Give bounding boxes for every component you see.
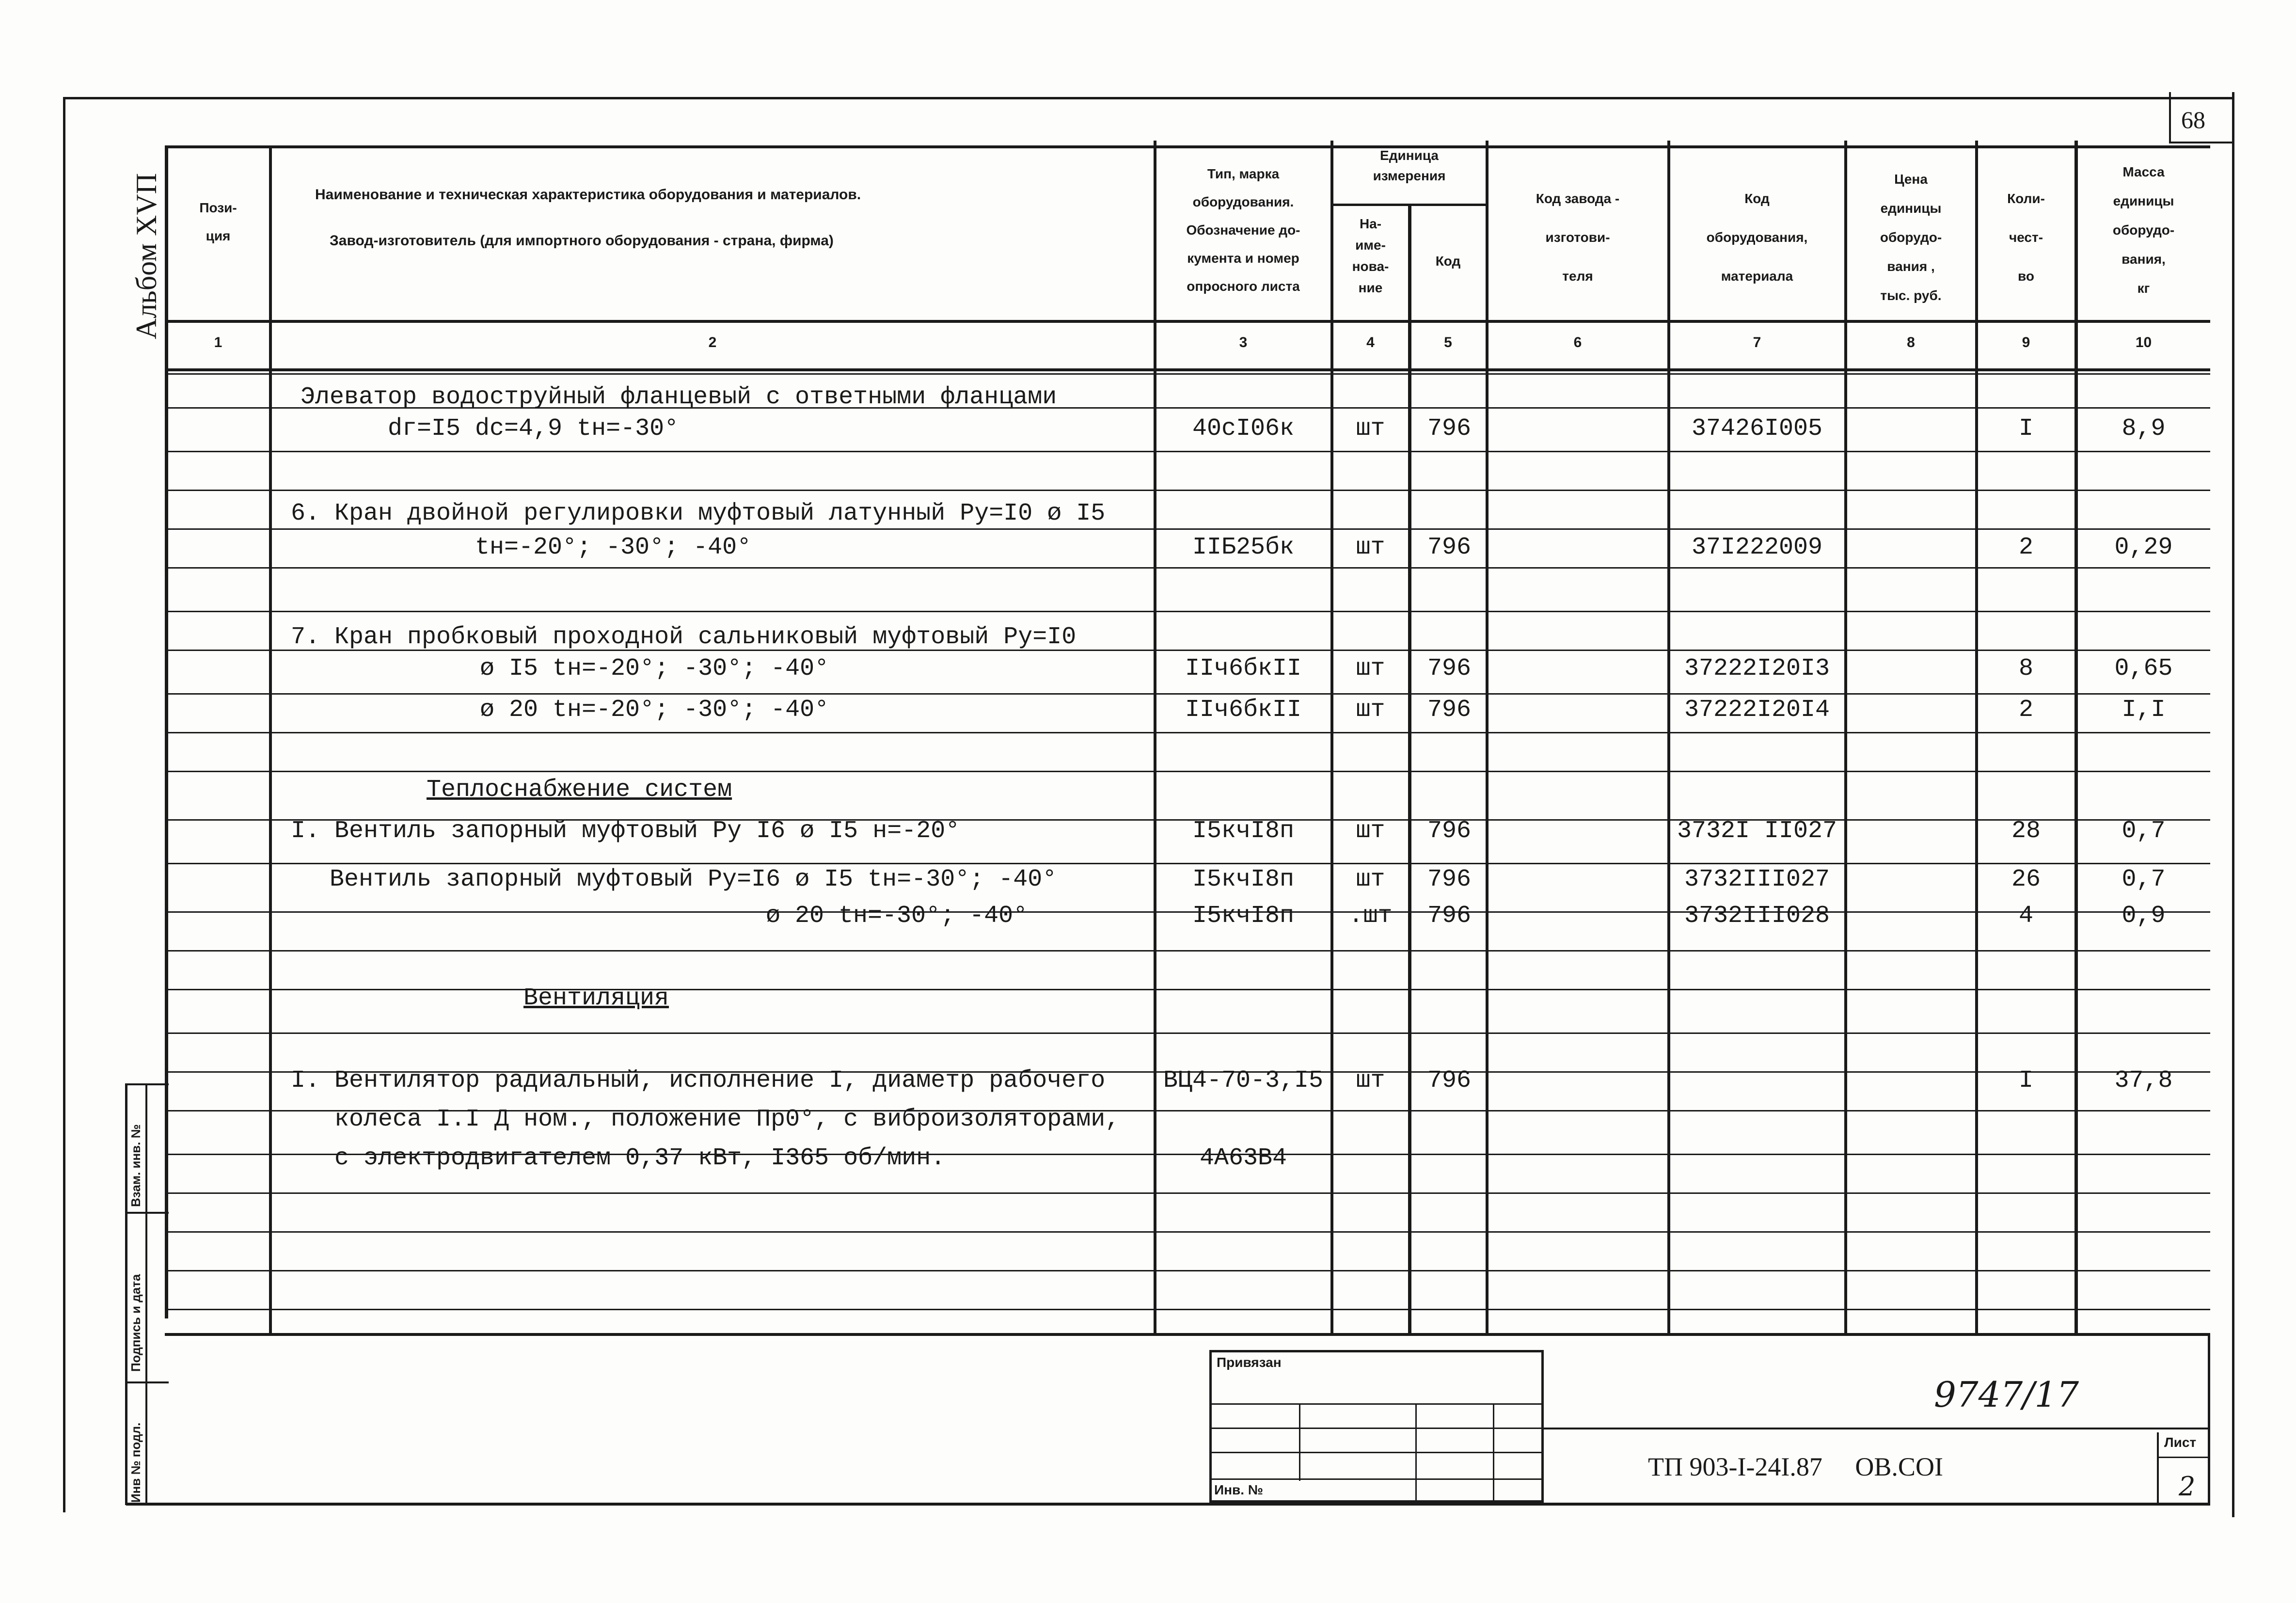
item-type: IIБ25бк (1192, 534, 1295, 561)
col-num-9: 9 (2022, 334, 2030, 350)
item-code: 796 (1427, 1067, 1471, 1095)
stamp-privyazan: Привязан (1217, 1355, 1282, 1370)
item-name: Вентиляция (523, 984, 669, 1012)
item-mass: 0,9 (2122, 902, 2166, 930)
stamp-col-line-3 (1493, 1403, 1494, 1503)
item-qty: 8 (2018, 655, 2033, 682)
side-vzam-inv: Взам. инв. № (128, 1124, 143, 1207)
item-name: ø I5 tн=-20°; -30°; -40° (480, 655, 829, 682)
item-name: ø 20 tн=-30°; -40° (766, 902, 1028, 930)
col-num-5: 5 (1444, 334, 1452, 350)
item-mass: 0,7 (2122, 817, 2166, 845)
row-grid-line (167, 732, 2210, 733)
col-num-3: 3 (1239, 334, 1248, 350)
item-mass: 0,7 (2122, 866, 2166, 893)
item-type: ВЦ4-70-3,I5 (1163, 1067, 1324, 1095)
stamp-bottom-line (126, 1503, 2210, 1506)
item-code: 796 (1427, 534, 1471, 561)
item-mass: 0,29 (2114, 534, 2173, 561)
col-num-8: 8 (1907, 334, 1915, 350)
row-grid-line (167, 611, 2210, 612)
stamp-inv-no: Инв. № (1214, 1482, 1264, 1497)
header-factory: Код завода - изготови- теля (1536, 191, 1620, 284)
side-strip-sep-1 (125, 1212, 169, 1214)
header-unit-name: На- име- нова- ние (1352, 216, 1389, 295)
item-equip: 37222I20I4 (1684, 696, 1830, 724)
item-name: 7. Кран пробковый проходной сальниковый муфтовый Ру=I0 (291, 623, 1077, 651)
item-code: 796 (1427, 866, 1471, 893)
header-type: Тип, марка оборудования. Обозначение до- кумента и номер опросного листа (1186, 166, 1300, 294)
item-equip: 37222I20I3 (1684, 655, 1830, 682)
item-name: Теплоснабжение систем (427, 776, 732, 804)
sheet-box-split (2157, 1457, 2210, 1458)
header-equip-code: Код оборудования, материала (1706, 191, 1808, 284)
colnum-bottom-line (165, 368, 2210, 371)
row-grid-line (167, 771, 2210, 772)
item-name: Вентиль запорный муфтовый Ру=I6 ø I5 tн=-30°; -40° (330, 866, 1057, 893)
item-name: 6. Кран двойной регулировки муфтовый латунный Ру=I0 ø I5 (291, 500, 1106, 527)
col-line-1 (269, 145, 272, 1335)
item-equip: 37426I005 (1691, 415, 1823, 443)
header-name-line2: Завод-изготовитель (для импортного оборудования - страна, фирма) (330, 233, 834, 249)
item-equip: 3732III027 (1684, 866, 1830, 893)
item-code: 796 (1427, 696, 1471, 724)
item-type: IIч6бкII (1185, 696, 1302, 724)
item-type: 4А63В4 (1199, 1144, 1287, 1172)
row-grid-line (167, 693, 2210, 695)
sheet-number: 2 (2179, 1471, 2196, 1502)
side-strip-top (125, 1083, 169, 1085)
row-grid-line (167, 1309, 2210, 1310)
row-grid-line (167, 567, 2210, 569)
header-unit-code: Код (1435, 254, 1461, 269)
item-type: I5кчI8п (1192, 902, 1295, 930)
album-label: Альбом ХVП (130, 173, 162, 339)
item-equip: 37I222009 (1691, 534, 1823, 561)
item-qty: I (2018, 1067, 2033, 1095)
item-qty: 2 (2018, 696, 2033, 724)
item-type: 40сI06к (1192, 415, 1295, 443)
row-grid-line (167, 950, 2210, 952)
side-podpis-data: Подпись и дата (128, 1274, 143, 1372)
item-unit: .шт (1348, 902, 1393, 930)
item-equip: 3732III028 (1684, 902, 1830, 930)
item-mass: 8,9 (2122, 415, 2166, 443)
page-number-box-bottom (2169, 142, 2232, 143)
item-name: I. Вентилятор радиальный, исполнение I, диаметр рабочего (291, 1067, 1106, 1095)
item-mass: I,I (2122, 696, 2166, 724)
frame-left (63, 97, 65, 1512)
col-num-1: 1 (214, 334, 222, 350)
stamp-col-line-2 (1415, 1403, 1417, 1503)
item-mass: 0,65 (2114, 655, 2173, 682)
table-top-line (165, 145, 2210, 148)
item-qty: 28 (2011, 817, 2041, 845)
document-code: ТП 903-I-24I.87 ОВ.СОI (1648, 1452, 1943, 1481)
item-name: колеса I.I Д ном., положение Пр0°, с виброизоляторами, (334, 1106, 1120, 1133)
col-num-6: 6 (1573, 334, 1582, 350)
col-num-10: 10 (2135, 334, 2152, 350)
item-qty: 4 (2018, 902, 2033, 930)
item-type: I5кчI8п (1192, 817, 1295, 845)
header-qty: Коли- чест- во (2007, 191, 2045, 284)
item-type: IIч6бкII (1185, 655, 1302, 682)
item-name: tн=-20°; -30°; -40° (475, 534, 752, 561)
item-unit: шт (1356, 1067, 1385, 1095)
side-strip-inner (145, 1083, 147, 1505)
row-grid-line (167, 528, 2210, 530)
item-name: I. Вентиль запорный муфтовый Ру I6 ø I5 н=-20° (291, 817, 960, 845)
row-grid-line (167, 863, 2210, 864)
item-type: I5кчI8п (1192, 866, 1295, 893)
row-grid-line (167, 490, 2210, 491)
item-unit: шт (1356, 817, 1385, 845)
item-name: Элеватор водоструйный фланцевый с ответными фланцами (301, 383, 1057, 411)
side-strip-outer-left (125, 1083, 127, 1505)
item-name: с электродвигателем 0,37 кВт, I365 об/мин. (334, 1144, 946, 1172)
item-mass: 37,8 (2114, 1067, 2173, 1095)
side-strip-sep-2 (125, 1381, 169, 1383)
row-grid-line (167, 1032, 2210, 1034)
frame-top (63, 97, 2234, 99)
item-code: 796 (1427, 415, 1471, 443)
item-qty: 26 (2011, 866, 2041, 893)
unit-split-line (1330, 204, 1486, 206)
item-unit: шт (1356, 655, 1385, 682)
col-num-2: 2 (708, 334, 717, 350)
handwritten-number: 9747/17 (1934, 1374, 2079, 1415)
item-unit: шт (1356, 534, 1385, 561)
row-grid-line (167, 1231, 2210, 1233)
item-equip: 3732I II027 (1677, 817, 1837, 845)
item-code: 796 (1427, 655, 1471, 682)
item-code: 796 (1427, 817, 1471, 845)
header-price: Цена единицы оборудо- вания , тыс. руб. (1880, 172, 1942, 303)
col-num-4: 4 (1366, 334, 1375, 350)
side-inv-podl: Инв № подл. (128, 1422, 143, 1503)
item-name: dг=I5 dс=4,9 tн=-30° (388, 415, 679, 443)
item-qty: I (2018, 415, 2033, 443)
row-grid-line (167, 989, 2210, 990)
stamp-col-line-1 (1299, 1403, 1300, 1481)
page-number: 68 (2181, 106, 2205, 133)
header-unit: Единица измерения (1373, 148, 1446, 183)
item-unit: шт (1356, 696, 1385, 724)
header-position: Пози- ция (199, 200, 237, 243)
title-block-top-line (1544, 1428, 2210, 1429)
item-name: ø 20 tн=-20°; -30°; -40° (480, 696, 829, 724)
row-grid-line (167, 373, 2210, 375)
row-grid-line (167, 1270, 2210, 1271)
row-grid-line (167, 1192, 2210, 1194)
header-mass: Масса единицы оборудо- вания, кг (2112, 164, 2175, 296)
header-bottom-line (165, 320, 2210, 323)
col-num-7: 7 (1753, 334, 1761, 350)
item-qty: 2 (2018, 534, 2033, 561)
item-unit: шт (1356, 415, 1385, 443)
sheet-label: Лист (2164, 1435, 2197, 1450)
frame-right (2232, 92, 2234, 1517)
table-bottom-line (165, 1333, 2210, 1336)
stamp-right-line (2208, 1333, 2210, 1505)
page-number-box-left (2169, 92, 2171, 143)
item-unit: шт (1356, 866, 1385, 893)
sheet-box-left (2157, 1432, 2159, 1505)
row-grid-line (167, 451, 2210, 452)
header-name-line1: Наименование и техническая характеристика оборудования и материалов. (315, 187, 861, 203)
item-code: 796 (1427, 902, 1471, 930)
